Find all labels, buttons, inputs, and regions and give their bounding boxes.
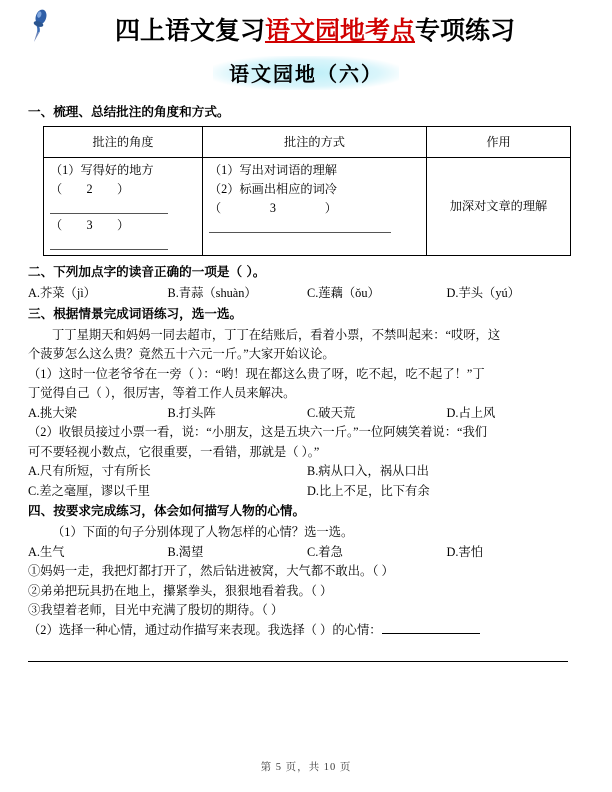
q1-option-d[interactable]: D.占上风 xyxy=(446,405,496,420)
list-item: ①妈妈一走，我把灯都打开了，然后钻进被窝，大气都不敢出。（ ） xyxy=(28,564,394,578)
option-c[interactable]: C.莲藕（ǒu） xyxy=(307,286,380,300)
section-4-q1-options xyxy=(28,543,586,563)
page-footer: 第 5 页，共 10 页 xyxy=(260,762,352,773)
mood-option-b[interactable]: B.渴望 xyxy=(167,544,204,559)
mood-option-c[interactable]: C.着急 xyxy=(307,544,343,559)
pushpin-icon xyxy=(28,8,54,44)
table-header-angle: 批注的角度 xyxy=(44,127,203,158)
method-line-2: （2）标画出相应的词冷 xyxy=(209,182,337,196)
page-header xyxy=(0,0,612,90)
section-1-heading: 一、梳理、总结批注的角度和方式。 xyxy=(28,104,230,119)
title-highlight: 语文园地考点 xyxy=(264,16,415,45)
section-2-options xyxy=(28,284,586,304)
table-row xyxy=(44,158,571,256)
method-blank-1[interactable] xyxy=(209,219,391,233)
angle-line-3: （ 3 ） xyxy=(50,218,130,232)
list-item: ③我望着老师，目光中充满了殷切的期待。（ ） xyxy=(28,603,284,617)
section-3-q1-options xyxy=(28,404,586,424)
answer-rule-full[interactable] xyxy=(28,647,568,662)
angle-blank-2[interactable] xyxy=(50,236,168,250)
table-cell-method xyxy=(203,158,427,256)
annotation-table xyxy=(43,126,571,256)
section-3-passage-line-2: 个菠萝怎么这么贵？竟然五十六元一斤。”大家开始议论。 xyxy=(28,347,335,361)
q1-option-b[interactable]: B.打头阵 xyxy=(167,405,216,420)
method-line-3: （ 3 ） xyxy=(209,201,337,215)
section-3-heading: 三、根据情景完成词语练习，选一选。 xyxy=(28,305,243,321)
worksheet-body xyxy=(0,102,612,662)
title-part-2: 专项练习 xyxy=(415,16,516,45)
q1-option-a[interactable]: A.挑大梁 xyxy=(28,405,77,420)
answer-rule-short[interactable] xyxy=(382,621,480,634)
method-line-1: （1）写出对词语的理解 xyxy=(209,163,337,177)
angle-blank-1[interactable] xyxy=(50,200,168,214)
q2-option-c[interactable]: C.差之毫厘，谬以千里 xyxy=(28,483,150,498)
section-3-q1-line-1: （1）这时一位老爷爷在一旁（ ）：“哟！现在都这么贵了呀，吃不起，吃不起了！”丁 xyxy=(28,366,485,381)
subtitle-container xyxy=(0,56,612,90)
table-cell-angle xyxy=(44,158,203,256)
section-3-q2-line-2: 可不要轻视小数点，它很重要，一看错，那就是（ ）。” xyxy=(28,444,320,459)
section-2-heading: 二、下列加点字的读音正确的一项是（ ）。 xyxy=(28,264,266,279)
section-3-q2-options-row-1 xyxy=(28,462,586,482)
option-d[interactable]: D.芋头（yú） xyxy=(446,286,520,300)
angle-line-2: （ 2 ） xyxy=(50,182,130,196)
mood-option-d[interactable]: D.害怕 xyxy=(446,544,484,559)
q1-option-c[interactable]: C.破天荒 xyxy=(307,405,356,420)
section-3-q1-line-2: 丁觉得自己（ ），很厉害，等着工作人员来解决。 xyxy=(28,386,296,400)
page-title xyxy=(0,14,612,48)
section-4-heading: 四、按要求完成练习，体会如何描写人物的心情。 xyxy=(28,503,306,518)
q2-option-b[interactable]: B.病从口入，祸从口出 xyxy=(307,464,429,478)
section-4-q2-text: （2）选择一种心情，通过动作描写来表现。我选择（ ）的心情： xyxy=(28,622,382,637)
annotation-table-container xyxy=(28,126,586,256)
section-4-q1-prompt: （1）下面的句子分别体现了人物怎样的心情？选一选。 xyxy=(52,525,354,539)
option-a[interactable]: A.芥菜（jì） xyxy=(28,286,96,300)
table-cell-effect: 加深对文章的理解 xyxy=(427,158,571,256)
mood-option-a[interactable]: A.生气 xyxy=(28,544,65,559)
table-header-effect: 作用 xyxy=(427,127,571,158)
section-3-passage-line-1: 丁丁星期天和妈妈一同去超市，丁丁在结账后，看着小票，不禁叫起来：“哎呀，这 xyxy=(52,327,501,342)
section-3-q2-options-row-2 xyxy=(28,482,586,502)
q2-option-a[interactable]: A.尺有所短，寸有所长 xyxy=(28,464,151,478)
option-b[interactable]: B.青蒜（shuàn） xyxy=(167,286,257,300)
section-4-q2-prompt xyxy=(28,621,586,641)
table-header-row xyxy=(44,127,571,158)
angle-line-1: （1）写得好的地方 xyxy=(50,163,154,177)
page-subtitle: 语文园地（六） xyxy=(213,56,399,90)
section-3-q2-line-1: （2）收银员接过小票一看，说：“小朋友，这是五块六一斤。”一位阿姨笑着说：“我们 xyxy=(28,425,488,439)
q2-option-d[interactable]: D.比上不足，比下有余 xyxy=(307,483,430,498)
table-header-method: 批注的方式 xyxy=(203,127,427,158)
title-part-1: 四上语文复习 xyxy=(114,16,265,45)
list-item: ②弟弟把玩具扔在地上，攥紧拳头，狠狠地看着我。（ ） xyxy=(28,583,333,598)
